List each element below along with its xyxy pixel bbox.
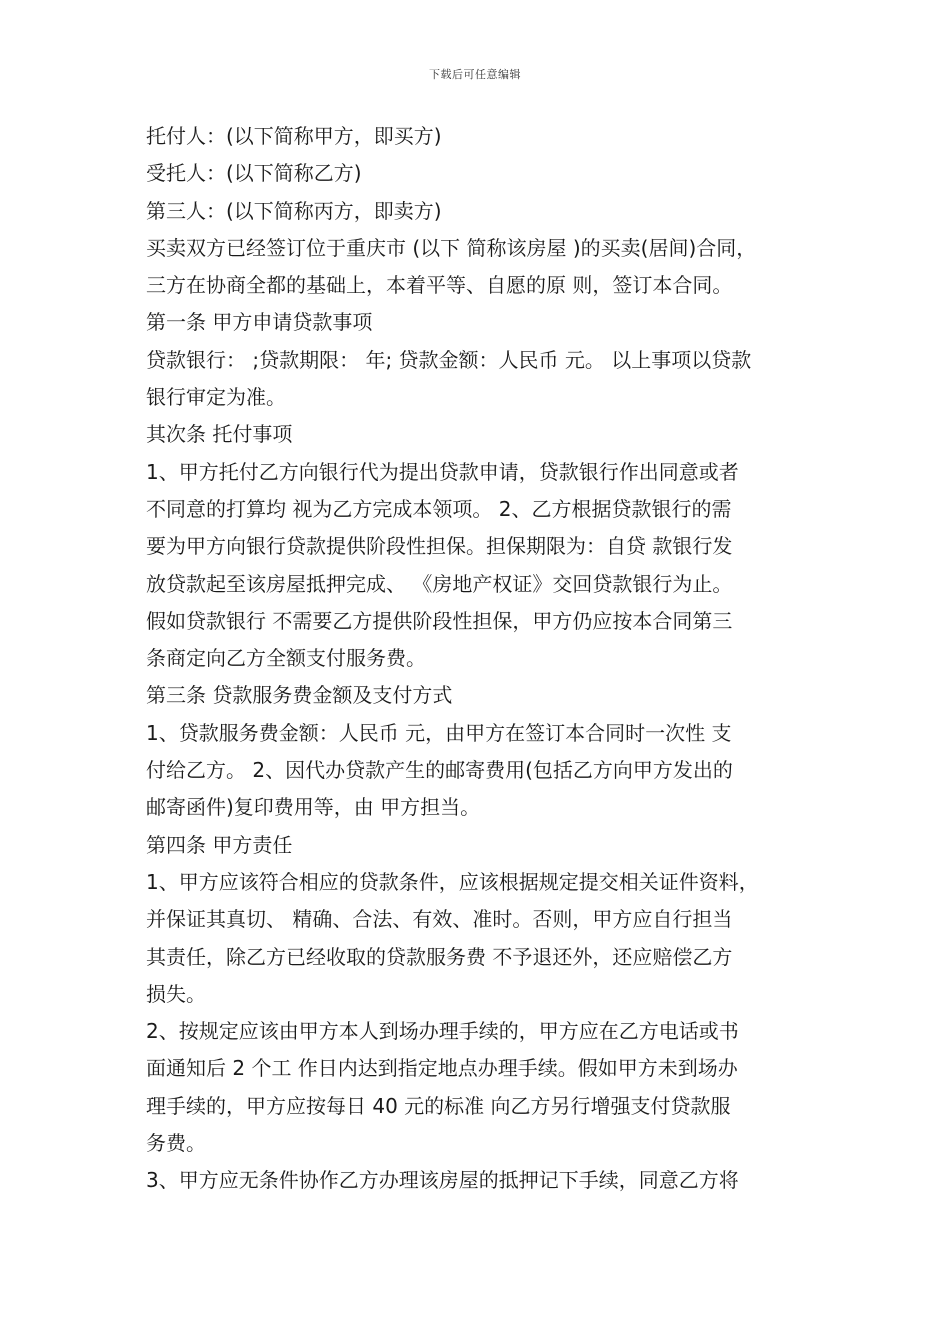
text-line: 理手续的，甲方应按每日 40 元的标准 向乙方另行增强支付贷款服 [146, 1093, 731, 1118]
text-line: 买卖双方已经签订位于重庆市 (以下 简称该房屋 )的买卖(居间)合同， [146, 235, 757, 260]
text-line: 三方在协商全都的基础上，本着平等、自愿的原 则，签订本合同。 [146, 273, 733, 298]
text-line: 托付人：(以下简称甲方，即买方) [146, 124, 442, 148]
text-line: 损失。 [146, 981, 206, 1006]
text-line: 条商定向乙方全额支付服务费。 [146, 646, 426, 671]
text-line: 1、贷款服务费金额：人民币 元，由甲方在签订本合同时一次性 支 [146, 720, 732, 745]
text-line: 第三人：(以下简称丙方，即卖方) [146, 198, 442, 223]
text-line: 要为甲方向银行贷款提供阶段性担保。担保期限为：自贷 款银行发 [146, 534, 733, 559]
text-line: 1、甲方托付乙方向银行代为提出贷款申请，贷款银行作出同意或者 [146, 459, 739, 484]
document-body [146, 118, 816, 1200]
page-header: 下载后可任意编辑 [429, 68, 521, 81]
section-heading: 其次条 托付事项 [146, 422, 293, 447]
text-line: 邮寄函件)复印费用等，由 甲方担当。 [146, 795, 481, 820]
text-line: 3、甲方应无条件协作乙方办理该房屋的抵押记下手续，同意乙方将 [146, 1168, 739, 1193]
text-line: 务费。 [146, 1131, 206, 1156]
text-line: 1、甲方应该符合相应的贷款条件，应该根据规定提交相关证件资料， [146, 869, 759, 894]
text-line: 其责任，除乙方已经收取的贷款服务费 不予退还外，还应赔偿乙方 [146, 944, 733, 969]
section-heading: 第四条 甲方责任 [146, 832, 293, 857]
text-line: 付给乙方。 2、因代办贷款产生的邮寄费用(包括乙方向甲方发出的 [146, 758, 733, 783]
section-heading: 第三条 贷款服务费金额及支付方式 [146, 683, 453, 708]
text-line: 放贷款起至该房屋抵押完成、 《房地产权证》交回贷款银行为止。 [146, 571, 733, 596]
text-line: 不同意的打算均 视为乙方完成本领项。 2、乙方根据贷款银行的需 [146, 496, 732, 521]
text-line: 2、按规定应该由甲方本人到场办理手续的，甲方应在乙方电话或书 [146, 1019, 739, 1044]
text-line: 面通知后 2 个工 作日内达到指定地点办理手续。假如甲方未到场办 [146, 1056, 738, 1081]
text-line: 并保证其真切、 精确、合法、有效、准时。否则，甲方应自行担当 [146, 907, 733, 932]
section-heading: 第一条 甲方申请贷款事项 [146, 310, 373, 335]
text-line: 受托人：(以下简称乙方) [146, 161, 362, 186]
text-line: 银行审定为准。 [146, 385, 286, 410]
text-line: 贷款银行： ;贷款期限： 年; 贷款金额：人民币 元。 以上事项以贷款 [146, 347, 752, 372]
text-line: 假如贷款银行 不需要乙方提供阶段性担保，甲方仍应按本合同第三 [146, 608, 733, 633]
